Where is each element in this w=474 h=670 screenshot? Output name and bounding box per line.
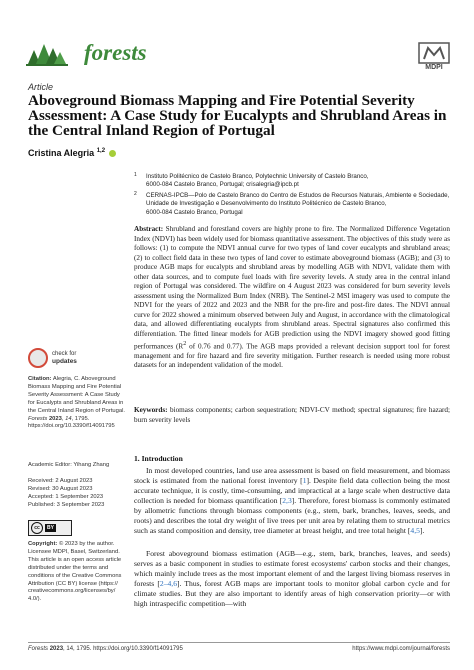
affiliation-1	[134, 173, 454, 190]
citation-label: Citation:	[28, 376, 52, 382]
affiliation-2	[134, 192, 454, 217]
r-squared-sup: 2	[183, 340, 187, 347]
date-published: Published: 3 September 2023	[28, 501, 105, 508]
intro-paragraph-1	[134, 466, 450, 536]
section-heading-introduction: 1. Introduction	[134, 454, 183, 463]
citation-ref[interactable]: 4,5	[410, 526, 420, 536]
copyright-block	[28, 541, 126, 604]
copyright-label: Copyright:	[28, 541, 58, 547]
article-dates	[28, 478, 126, 510]
date-accepted: Accepted: 1 September 2023	[28, 493, 104, 500]
author-name[interactable]: Cristina Alegria	[28, 148, 95, 158]
affiliation-line: 6000-084 Castelo Branco, Portugal	[146, 208, 243, 216]
author-line	[28, 148, 116, 158]
keywords-text: biomass components; carbon sequestration; NDVI-CV method; spectral signatures; fire hazard; burn severity levels	[134, 406, 450, 424]
check-updates-line1: check for	[52, 351, 77, 357]
citation-journal: Forests	[28, 415, 48, 422]
abstract-text: Shrubland and forestland covers are highly prone to fire. The Normalized Difference Vegetation Index (NDVI) has been widely used for biomass quantitative assessment. The objectives of this study were as follows: (1) to compute the NDVI annual curve for two types of land cover eucalypts and shrubland areas; (2) to collect field data in these two types of land cover to estimate aboveground biomass (AGB); and (3) to produce AGB maps for eucalypts and shrubland areas by modelling AGB with NDVI, validate them with other data sources, and to compute fuel loads with fire severity levels. A study area in the central inland region of Portugal was considered. The wildfire on 4 August 2023 was considered for burn severity levels assessment using the Normalized Burn Index (NRB). The Sentinel-2 MSI imagery was used to compute the NDVI for the years of 2022 and 2023 and the NBR for the pre-fire and post-fire dates. The NDVI annual curve for 2022 showed a minimum observed between July and August, in accordance with the climatological data, and allowed differentiating eucalypts from shrubland areas. Spectral signatures also confirmed this differentiation. The fitted linear models for AGB prediction using the NDVI imagery showed good fitting performances (R	[134, 225, 450, 350]
check-updates-icon	[28, 348, 48, 368]
affiliation-line: Instituto Politécnico de Castelo Branco, Polytechnic University of Castelo Branco,	[146, 173, 369, 180]
affiliation-line: 6000-084 Castelo Branco, Portugal; crisalegria@ipcb.pt	[146, 181, 299, 189]
article-type: Article	[28, 82, 54, 92]
intro-text: ].	[419, 526, 425, 536]
abstract-text-end: of 0.76 and 0.77). The AGB maps provided a relevant decision support tool for forest management and for fire hazard and fire severity mitigation. Further research is needed using more robust datasets for an independent validation of the model.	[134, 341, 450, 370]
check-updates-text	[52, 351, 77, 366]
intro-text: In most developed countries, land use area assessment is based on field measurement, and biomass stock is estimated from the national forest inventory [	[134, 466, 450, 486]
citation-ref[interactable]: 2,3	[282, 496, 292, 506]
intro-text: ]. Therefore, forest biomass is commonly estimated by allometric functions through biomass components (e.g., stem, bark, branches, leaves, seeds, and roots) and describes the total dry weight of live trees per unit area by relating them to structural metrics such as stand composition and density, tree diameter at breast height, and tree total height [	[134, 496, 450, 536]
citation-volume: 14	[65, 415, 72, 422]
keywords-label: Keywords:	[134, 406, 168, 414]
journal-name: forests	[84, 40, 147, 65]
abstract	[134, 225, 450, 371]
intro-paragraph-2	[134, 549, 450, 609]
editor-label: Academic Editor:	[28, 462, 72, 468]
abstract-label: Abstract:	[134, 225, 164, 233]
editor-name: Yihang Zhang	[73, 462, 110, 468]
author-affiliation-sup: 1,2	[96, 148, 106, 154]
footer-year: 2023	[49, 646, 64, 652]
date-revised: Revised: 30 August 2023	[28, 485, 93, 492]
date-received: Received: 2 August 2023	[28, 478, 93, 484]
footer-doi[interactable]: , 14, 1795. https://doi.org/10.3390/f14091795	[63, 646, 183, 652]
footer-journal-url[interactable]: https://www.mdpi.com/journal/forests	[352, 646, 450, 652]
article-title: Aboveground Biomass Mapping and Fire Potential Severity Assessment: A Case Study for Eucalypts and Shrubland Areas in the Central Inland Region of Portugal	[28, 92, 447, 139]
affiliation-number: 2	[134, 191, 137, 197]
affiliation-line: CERNAS-IPCB—Polo de Castelo Branco do Centro de Estudos de Recursos Naturais, Ambiente e Sociedade,	[146, 192, 450, 199]
mdpi-label: MDPI	[425, 64, 443, 71]
forests-logo-icon	[26, 38, 68, 66]
cc-icon: cc	[31, 522, 43, 534]
citation-ref[interactable]: 1	[302, 476, 307, 486]
intro-text: ]. Thus, forest AGB maps are important tools to monitor global carbon cycle and for climate studies. But they are also important to identify areas of high conservation priority—or with high intraspecific competition—with	[134, 579, 450, 609]
intro-text: ]. Despite field data collection being the most accurate technique, it is costly, time-consuming, and impractical at a large scale when destructive data collection is needed for biomass quantification [	[134, 476, 450, 506]
affiliation-line: Unidade de Investigação e Desenvolvimento do Instituto Politécnico de Castelo Branco,	[146, 200, 387, 208]
intro-text: Forest aboveground biomass estimation (AGB—e.g., stem, bark, branches, leaves, and seeds) serves as a basic component in studies to estimate forest ecosystems' carbon stocks and their changes, which mainly include trees as the most important element of and the largest living biomass reserves in forests [	[134, 549, 450, 589]
footer-citation	[28, 646, 183, 652]
academic-editor	[28, 462, 126, 470]
copyright-text: © 2023 by the author. Licensee MDPI, Basel, Switzerland. This article is an open access article distributed under the terms and conditions of the Creative Commons Attribution (CC BY) license (https:// creativecommons.org/licenses/by/ 4.0/).	[28, 541, 122, 603]
citation-doi-link[interactable]: https://doi.org/10.3390/f14091795	[28, 423, 115, 430]
check-for-updates-button[interactable]	[28, 348, 88, 370]
check-updates-line2: updates	[52, 358, 77, 365]
citation-year: 2023	[48, 415, 62, 422]
by-icon: BY	[47, 525, 54, 531]
citation-ref[interactable]: 2–4,6	[159, 579, 177, 589]
mdpi-logo-icon	[418, 42, 450, 64]
citation-pages: , 1795.	[71, 415, 90, 422]
footer-journal: Forests	[28, 646, 49, 652]
cc-by-license-badge[interactable]	[28, 520, 72, 536]
citation-block: Citation: Alegria, C. Aboveground Biomass Mapping and Fire Potential Severity Assessment: A Case Study for Eucalypts and Shrubland Areas in the Central Inland Region of Portugal. Forests 2023, 14, 1795. https://doi.org/10.3390/f14091795	[28, 376, 125, 430]
citation-text: Alegria, C. Aboveground Biomass Mapping and Fire Potential Severity Assessment: A Case Study for Eucalypts and Shrubland Areas in the Central Inland Region of Portugal.	[28, 376, 125, 414]
footer-divider	[28, 642, 450, 643]
keywords	[134, 406, 450, 425]
journal-header	[26, 38, 450, 71]
orcid-icon[interactable]	[109, 150, 116, 157]
affiliation-number: 1	[134, 172, 137, 178]
